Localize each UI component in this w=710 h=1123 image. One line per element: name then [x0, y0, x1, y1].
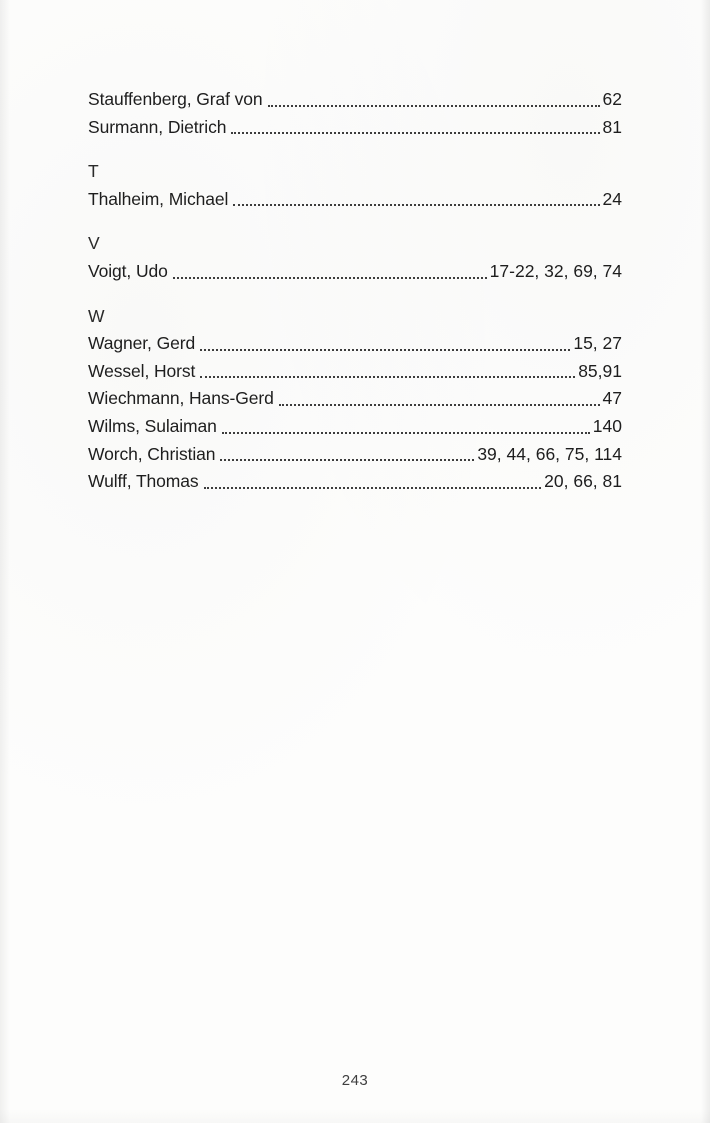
index-entry	[88, 186, 622, 214]
entry-pages: 140	[592, 415, 622, 436]
leader-dots	[222, 432, 590, 434]
entry-pages: 62	[602, 89, 622, 109]
section-heading-v: V	[88, 233, 100, 254]
entry-pages: 81	[602, 116, 622, 137]
entry-pages: 39, 44, 66, 75, 114	[477, 443, 622, 464]
entry-name: Stauffenberg, Graf von	[88, 89, 263, 109]
index-entry	[88, 358, 622, 386]
index-entry	[88, 385, 622, 413]
leader-dots	[233, 204, 599, 206]
entry-name: Wulff, Thomas	[88, 471, 199, 492]
entry-pages: 24	[602, 188, 622, 209]
entry-pages: 47	[602, 388, 622, 409]
index-entry	[88, 330, 622, 358]
leader-dots	[200, 349, 570, 351]
entry-name: Thalheim, Michael	[88, 188, 229, 209]
entry-name: Surmann, Dietrich	[88, 116, 227, 137]
leader-dots	[200, 376, 575, 378]
index-entry	[88, 114, 622, 142]
index-entry	[88, 258, 622, 286]
entry-name: Voigt, Udo	[88, 260, 168, 281]
index-entry	[88, 86, 622, 114]
leader-dots	[279, 404, 600, 406]
index-entry	[88, 413, 622, 441]
leader-dots	[220, 459, 474, 461]
entry-pages: 15, 27	[573, 333, 622, 354]
entry-name: Wiechmann, Hans-Gerd	[88, 388, 274, 409]
leader-dots	[268, 105, 600, 107]
entry-name: Wagner, Gerd	[88, 333, 196, 354]
entry-name: Wessel, Horst	[88, 360, 196, 381]
index-entry	[88, 468, 622, 496]
leader-dots	[231, 132, 599, 134]
page-number: 243	[341, 1072, 369, 1089]
entry-pages: 20, 66, 81	[544, 471, 622, 492]
entry-name: Worch, Christian	[88, 443, 216, 464]
leader-dots	[173, 277, 487, 279]
entry-pages: 17-22, 32, 69, 74	[489, 260, 622, 281]
section-heading-t: T	[88, 161, 99, 182]
section-heading-w: W	[88, 305, 105, 326]
entry-name: Wilms, Sulaiman	[88, 415, 217, 436]
index-entry	[88, 441, 622, 469]
index-content	[88, 86, 622, 496]
leader-dots	[204, 487, 542, 489]
entry-pages: 85,91	[578, 360, 622, 381]
